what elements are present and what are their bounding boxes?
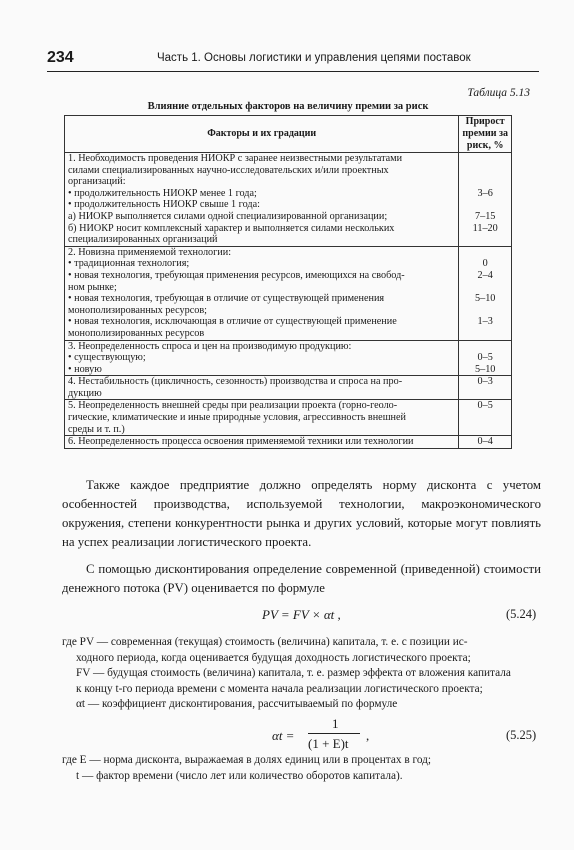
- premium-cell: 0 2–4 5–10 1–3: [459, 246, 512, 340]
- table-row: [65, 376, 512, 400]
- table-title: Влияние отдельных факторов на величину премии за риск: [147, 101, 429, 112]
- factor-cell: 2. Новизна применяемой технологии: • традиционная технология; • новая технология, требующая применения ресурсов, имеющихся на свобод- ном рынке; • новая технология, требующая в отличие от существующей применения монополизированных ресурсов; • новая технология, исключающая в отличие от существующей применение монополизированных ресурсов: [65, 246, 459, 340]
- running-title: Часть 1. Основы логистики и управления цепями поставок: [157, 52, 471, 64]
- factor-cell: 5. Неопределенность внешней среды при реализации проекта (горно-геоло- гические, климатические и иные природные условия, агрессивность внешней среды и т. п.): [65, 400, 459, 436]
- factor-cell: 3. Неопределенность спроса и цен на производимую продукцию: • существующую; • новую: [65, 340, 459, 376]
- formula-5-24: PV = FV × αt ,: [262, 607, 341, 622]
- col-premium-header: Прирост премии за риск, %: [459, 116, 512, 153]
- table-row: [65, 153, 512, 247]
- premium-cell: 0–5: [459, 400, 512, 436]
- premium-cell: 0–3: [459, 376, 512, 400]
- table-row: [65, 340, 512, 376]
- table-header-row: [65, 116, 512, 153]
- table-row: [65, 436, 512, 449]
- factors-table: [64, 115, 512, 449]
- table-row: [65, 246, 512, 340]
- equation-number: (5.25): [506, 728, 537, 742]
- factor-cell: 6. Неопределенность процесса освоения применяемой техники или технологии: [65, 436, 459, 449]
- factor-cell: 4. Нестабильность (цикличность, сезонность) производства и спроса на про- дукцию: [65, 376, 459, 400]
- equation-number: (5.24): [506, 607, 537, 621]
- premium-cell: 0–4: [459, 436, 512, 449]
- premium-cell: 0–5 5–10: [459, 340, 512, 376]
- page-number: 234: [47, 49, 74, 66]
- table-label: Таблица 5.13: [467, 87, 530, 99]
- header-rule: [47, 71, 539, 72]
- body-text: [62, 476, 541, 598]
- paragraph: С помощью дисконтирования определение современной (приведенной) стоимости денежного потока (PV) оценивается по формуле: [62, 562, 541, 595]
- definitions-block: где E — норма дисконта, выражаемая в долях единиц или в процентах в год; t — фактор времени (число лет или количество оборотов капитала).: [62, 754, 432, 782]
- table-row: [65, 400, 512, 436]
- paragraph: Также каждое предприятие должно определять норму дисконта с учетом особенностей производства, используемой технологии, макроэкономического окружения, степени конкурентности рынка и других условий, которые могут повлиять на успех реализации логистического проекта.: [62, 478, 541, 549]
- col-factors-header: Факторы и их градации: [65, 116, 459, 153]
- page-header: [47, 49, 539, 69]
- definitions-block: где PV — современная (текущая) стоимость (величина) капитала, т. е. с позиции ис- ходного периода, когда оценивается будущая доходность логистического проекта; FV — будущая стоимость (величина) капитала, т. е. размер эффекта от вложения капитала к концу t-го периода времени с момента начала реализации логистического проекта; αt — коэффициент дисконтирования, рассчитываемый по формуле: [62, 636, 511, 710]
- premium-cell: 3–6 7–15 11–20: [459, 153, 512, 247]
- factor-cell: 1. Необходимость проведения НИОКР с заранее неизвестными результатами силами специализированных научно-исследовательских и/или проектных организаций: • продолжительность НИОКР менее 1 года; • продолжительность НИОКР свыше 1 года: а) НИОКР выполняется силами одной специализированной организации; б) НИОКР носит комплексный характер и выполняется силами нескольких специализированных организаций: [65, 153, 459, 247]
